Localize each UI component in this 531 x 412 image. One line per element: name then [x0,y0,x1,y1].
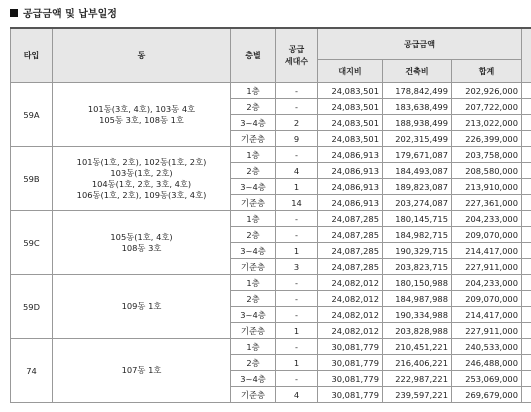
land-cost-cell: 24,082,012 [318,307,383,323]
floor-cell: 2층 [231,291,276,307]
building-cost-cell: 203,823,715 [383,259,452,275]
section-title [10,5,117,20]
header-building: 건축비 [383,60,452,83]
dong-line: 101동(1호, 2호), 102동(1호, 2호) [76,156,207,167]
land-cost-cell: 24,087,285 [318,243,383,259]
total-cost-cell: 227,911,000 [452,323,522,339]
total-cost-cell: 227,361,000 [452,195,522,211]
floor-cell: 1층 [231,339,276,355]
type-cell: 59A [11,83,53,147]
total-cost-cell: 209,070,000 [452,227,522,243]
units-cell: - [276,99,318,115]
dong-line: 109동 1호 [121,301,162,311]
dong-line: 106동(1호, 2호), 109동(3호, 4호) [76,189,207,200]
header-total: 합계 [452,60,522,83]
total-cost-cell: 203,758,000 [452,147,522,163]
units-cell: - [276,211,318,227]
total-cost-cell: 204,233,000 [452,211,522,227]
type-cell: 74 [11,339,53,403]
land-cost-cell: 24,087,285 [318,259,383,275]
land-cost-cell: 24,086,913 [318,163,383,179]
floor-cell: 3~4층 [231,115,276,131]
extra-cell [522,243,531,259]
total-cost-cell: 204,233,000 [452,275,522,291]
units-cell: - [276,339,318,355]
floor-cell: 기준층 [231,259,276,275]
extra-cell [522,131,531,147]
price-table [10,27,531,403]
building-cost-cell: 184,982,715 [383,227,452,243]
extra-cell [522,259,531,275]
header-type: 타입 [11,28,53,83]
extra-cell [522,227,531,243]
total-cost-cell: 209,070,000 [452,291,522,307]
units-cell: 14 [276,195,318,211]
table-row [11,211,531,227]
land-cost-cell: 30,081,779 [318,371,383,387]
floor-cell: 기준층 [231,195,276,211]
total-cost-cell: 213,022,000 [452,115,522,131]
table-row [11,339,531,355]
extra-cell [522,163,531,179]
extra-cell [522,355,531,371]
floor-cell: 2층 [231,227,276,243]
dong-line: 107동 1호 [121,365,162,375]
total-cost-cell: 226,399,000 [452,131,522,147]
units-cell: 1 [276,355,318,371]
building-cost-cell: 203,274,087 [383,195,452,211]
total-cost-cell: 214,417,000 [452,307,522,323]
land-cost-cell: 24,082,012 [318,291,383,307]
building-cost-cell: 203,828,988 [383,323,452,339]
land-cost-cell: 24,086,913 [318,147,383,163]
total-cost-cell: 202,926,000 [452,83,522,99]
units-cell: 3 [276,259,318,275]
extra-cell [522,147,531,163]
floor-cell: 3~4층 [231,371,276,387]
floor-cell: 2층 [231,99,276,115]
total-cost-cell: 207,722,000 [452,99,522,115]
floor-cell: 2층 [231,163,276,179]
total-cost-cell: 253,069,000 [452,371,522,387]
extra-cell [522,83,531,99]
building-cost-cell: 183,638,499 [383,99,452,115]
floor-cell: 1층 [231,275,276,291]
land-cost-cell: 24,083,501 [318,99,383,115]
building-cost-cell: 178,842,499 [383,83,452,99]
land-cost-cell: 24,082,012 [318,323,383,339]
extra-cell [522,275,531,291]
floor-cell: 3~4층 [231,307,276,323]
floor-cell: 3~4층 [231,179,276,195]
units-cell: - [276,371,318,387]
land-cost-cell: 24,086,913 [318,179,383,195]
type-cell: 59D [11,275,53,339]
units-cell: 4 [276,163,318,179]
units-cell: 9 [276,131,318,147]
dong-line: 103동(1호, 2호) [110,167,173,178]
land-cost-cell: 24,083,501 [318,83,383,99]
square-bullet-icon [10,9,18,17]
total-cost-cell: 246,488,000 [452,355,522,371]
floor-cell: 1층 [231,211,276,227]
table-row [11,147,531,163]
table-row [11,83,531,99]
extra-cell [522,211,531,227]
land-cost-cell: 30,081,779 [318,387,383,403]
extra-cell [522,179,531,195]
units-cell: - [276,275,318,291]
units-cell: 2 [276,115,318,131]
units-cell: 1 [276,179,318,195]
header-dong: 동 [53,28,231,83]
land-cost-cell: 24,086,913 [318,195,383,211]
building-cost-cell: 222,987,221 [383,371,452,387]
table-row [11,275,531,291]
dong-cell [53,147,231,211]
land-cost-cell: 24,083,501 [318,131,383,147]
floor-cell: 기준층 [231,131,276,147]
header-extra [522,28,531,83]
type-cell: 59C [11,211,53,275]
floor-cell: 3~4층 [231,243,276,259]
total-cost-cell: 214,417,000 [452,243,522,259]
extra-cell [522,371,531,387]
units-cell: - [276,147,318,163]
type-cell: 59B [11,147,53,211]
dong-cell [53,275,231,339]
building-cost-cell: 202,315,499 [383,131,452,147]
extra-cell [522,339,531,355]
dong-line: 104동(1호, 2호, 3호, 4호) [91,178,192,189]
floor-cell: 기준층 [231,323,276,339]
units-cell: - [276,307,318,323]
building-cost-cell: 239,597,221 [383,387,452,403]
land-cost-cell: 24,087,285 [318,227,383,243]
total-cost-cell: 269,679,000 [452,387,522,403]
dong-cell [53,339,231,403]
land-cost-cell: 30,081,779 [318,355,383,371]
header-units: 공급 세대수 [276,28,318,83]
land-cost-cell: 24,083,501 [318,115,383,131]
dong-line: 101동(3호, 4호), 103동 4호 [87,103,196,114]
dong-line: 108동 3호 [121,242,162,253]
building-cost-cell: 189,823,087 [383,179,452,195]
total-cost-cell: 213,910,000 [452,179,522,195]
extra-cell [522,307,531,323]
building-cost-cell: 180,145,715 [383,211,452,227]
building-cost-cell: 188,938,499 [383,115,452,131]
land-cost-cell: 24,087,285 [318,211,383,227]
units-cell: - [276,227,318,243]
floor-cell: 1층 [231,147,276,163]
units-cell: 4 [276,387,318,403]
floor-cell: 기준층 [231,387,276,403]
header-land: 대지비 [318,60,383,83]
land-cost-cell: 24,082,012 [318,275,383,291]
building-cost-cell: 180,150,988 [383,275,452,291]
dong-line: 105동(1호, 4호) [110,231,173,242]
table-body [11,83,531,403]
building-cost-cell: 184,493,087 [383,163,452,179]
header-supply: 공급금액 [318,28,522,60]
units-cell: 1 [276,243,318,259]
dong-line: 105동 3호, 108동 1호 [99,114,184,125]
building-cost-cell: 216,406,221 [383,355,452,371]
floor-cell: 2층 [231,355,276,371]
land-cost-cell: 30,081,779 [318,339,383,355]
building-cost-cell: 190,334,988 [383,307,452,323]
floor-cell: 1층 [231,83,276,99]
extra-cell [522,99,531,115]
dong-cell [53,83,231,147]
building-cost-cell: 184,987,988 [383,291,452,307]
section-title-text: 공급금액 및 납부일정 [23,9,117,20]
extra-cell [522,291,531,307]
extra-cell [522,195,531,211]
units-cell: - [276,83,318,99]
dong-cell [53,211,231,275]
header-floor: 층별 [231,28,276,83]
total-cost-cell: 227,911,000 [452,259,522,275]
building-cost-cell: 179,671,087 [383,147,452,163]
building-cost-cell: 190,329,715 [383,243,452,259]
building-cost-cell: 210,451,221 [383,339,452,355]
total-cost-cell: 208,580,000 [452,163,522,179]
units-cell: - [276,291,318,307]
extra-cell [522,323,531,339]
extra-cell [522,387,531,403]
total-cost-cell: 240,533,000 [452,339,522,355]
units-cell: 1 [276,323,318,339]
extra-cell [522,115,531,131]
